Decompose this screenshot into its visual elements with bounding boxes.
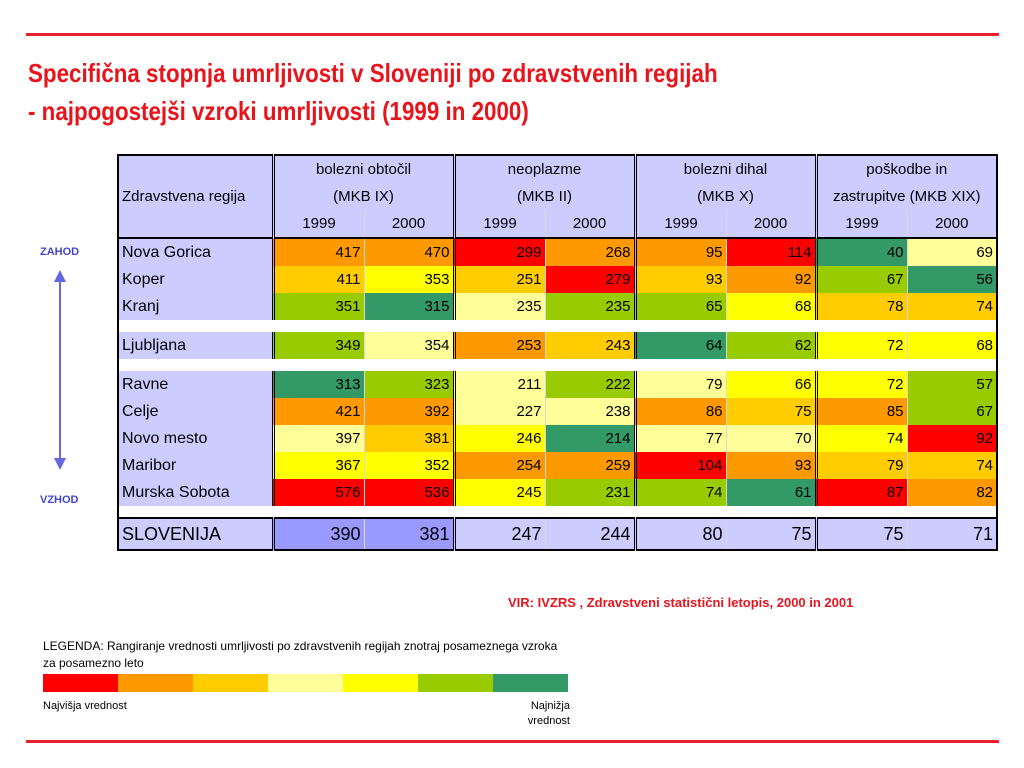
total-region-name: SLOVENIJA	[118, 518, 273, 550]
total-value-cell: 244	[545, 518, 635, 550]
spacer-cell	[545, 359, 635, 371]
group-header-3-line-1: bolezni dihal	[635, 155, 816, 183]
spacer-cell	[907, 359, 997, 371]
value-cell: 79	[635, 371, 726, 398]
value-cell: 87	[816, 479, 907, 506]
year-header-3-2000: 2000	[726, 210, 816, 238]
spacer-cell	[816, 506, 907, 518]
value-cell: 67	[907, 398, 997, 425]
value-cell: 214	[545, 425, 635, 452]
year-header-3-1999: 1999	[635, 210, 726, 238]
value-cell: 93	[635, 266, 726, 293]
year-header-2-2000: 2000	[545, 210, 635, 238]
value-cell: 74	[816, 425, 907, 452]
legend-lowest-label: Najnižja vrednost	[527, 700, 570, 727]
group-header-4-line-2: zastrupitve (MKB XIX)	[816, 183, 997, 210]
spacer-row	[118, 359, 997, 371]
west-east-arrow-icon	[50, 270, 70, 470]
region-name: Ljubljana	[118, 332, 273, 359]
year-header-1-2000: 2000	[364, 210, 454, 238]
table-row	[118, 371, 997, 398]
total-value-cell: 71	[907, 518, 997, 550]
legend-swatch-2	[118, 674, 193, 692]
value-cell: 417	[273, 238, 364, 266]
value-cell: 65	[635, 293, 726, 320]
spacer-cell	[118, 506, 273, 518]
region-header: Zdravstvena regija	[118, 155, 273, 238]
spacer-cell	[726, 359, 816, 371]
region-name: Kranj	[118, 293, 273, 320]
value-cell: 74	[635, 479, 726, 506]
total-value-cell: 381	[364, 518, 454, 550]
value-cell: 92	[726, 266, 816, 293]
value-cell: 227	[454, 398, 545, 425]
spacer-cell	[907, 506, 997, 518]
spacer-cell	[364, 506, 454, 518]
total-value-cell: 390	[273, 518, 364, 550]
region-name: Koper	[118, 266, 273, 293]
table-row	[118, 266, 997, 293]
spacer-cell	[454, 359, 545, 371]
value-cell: 40	[816, 238, 907, 266]
spacer-cell	[273, 320, 364, 332]
value-cell: 93	[726, 452, 816, 479]
value-cell: 235	[454, 293, 545, 320]
value-cell: 231	[545, 479, 635, 506]
group-header-1-line-2: (MKB IX)	[273, 183, 454, 210]
total-value-cell: 75	[726, 518, 816, 550]
table-row	[118, 332, 997, 359]
direction-west-label: ZAHOD	[40, 246, 80, 258]
total-value-cell: 75	[816, 518, 907, 550]
value-cell: 70	[726, 425, 816, 452]
value-cell: 259	[545, 452, 635, 479]
region-name: Murska Sobota	[118, 479, 273, 506]
direction-east-label: VZHOD	[40, 494, 79, 506]
spacer-cell	[635, 359, 726, 371]
title-line-1: Specifična stopnja umrljivosti v Sloveniji po zdravstvenih regijah	[28, 58, 718, 88]
value-cell: 254	[454, 452, 545, 479]
region-name: Maribor	[118, 452, 273, 479]
year-header-1-1999: 1999	[273, 210, 364, 238]
title-line-2: - najpogostejši vzroki umrljivosti (1999 in 2000)	[28, 96, 529, 126]
value-cell: 68	[907, 332, 997, 359]
table-row	[118, 293, 997, 320]
value-cell: 313	[273, 371, 364, 398]
value-cell: 114	[726, 238, 816, 266]
value-cell: 66	[726, 371, 816, 398]
value-cell: 62	[726, 332, 816, 359]
value-cell: 397	[273, 425, 364, 452]
value-cell: 251	[454, 266, 545, 293]
legend-swatch-4	[268, 674, 343, 692]
value-cell: 69	[907, 238, 997, 266]
spacer-cell	[635, 320, 726, 332]
spacer-cell	[364, 320, 454, 332]
value-cell: 243	[545, 332, 635, 359]
group-header-4-line-1: poškodbe in	[816, 155, 997, 183]
spacer-row	[118, 320, 997, 332]
value-cell: 95	[635, 238, 726, 266]
spacer-cell	[454, 506, 545, 518]
legend-swatch-7	[493, 674, 568, 692]
spacer-cell	[273, 506, 364, 518]
value-cell: 351	[273, 293, 364, 320]
source-note: VIR: IVZRS , Zdravstveni statistični letopis, 2000 in 2001	[508, 595, 854, 610]
table-row	[118, 398, 997, 425]
mortality-table	[117, 154, 998, 551]
total-value-cell: 80	[635, 518, 726, 550]
spacer-cell	[273, 359, 364, 371]
value-cell: 104	[635, 452, 726, 479]
year-header-4-1999: 1999	[816, 210, 907, 238]
spacer-cell	[816, 359, 907, 371]
spacer-cell	[118, 359, 273, 371]
value-cell: 352	[364, 452, 454, 479]
spacer-cell	[907, 320, 997, 332]
region-name: Nova Gorica	[118, 238, 273, 266]
spacer-cell	[364, 359, 454, 371]
year-header-2-1999: 1999	[454, 210, 545, 238]
spacer-cell	[816, 320, 907, 332]
value-cell: 315	[364, 293, 454, 320]
spacer-cell	[726, 506, 816, 518]
value-cell: 367	[273, 452, 364, 479]
value-cell: 381	[364, 425, 454, 452]
value-cell: 64	[635, 332, 726, 359]
value-cell: 72	[816, 371, 907, 398]
group-header-2-line-2: (MKB II)	[454, 183, 635, 210]
value-cell: 74	[907, 293, 997, 320]
legend-swatch-6	[418, 674, 493, 692]
legend-color-scale	[43, 674, 568, 692]
value-cell: 222	[545, 371, 635, 398]
value-cell: 75	[726, 398, 816, 425]
value-cell: 67	[816, 266, 907, 293]
value-cell: 61	[726, 479, 816, 506]
value-cell: 411	[273, 266, 364, 293]
value-cell: 85	[816, 398, 907, 425]
value-cell: 421	[273, 398, 364, 425]
table-row	[118, 425, 997, 452]
value-cell: 235	[545, 293, 635, 320]
table-row	[118, 452, 997, 479]
value-cell: 79	[816, 452, 907, 479]
value-cell: 74	[907, 452, 997, 479]
value-cell: 211	[454, 371, 545, 398]
year-header-4-2000: 2000	[907, 210, 997, 238]
spacer-cell	[118, 320, 273, 332]
value-cell: 86	[635, 398, 726, 425]
value-cell: 56	[907, 266, 997, 293]
page-title	[28, 54, 854, 130]
region-name: Ravne	[118, 371, 273, 398]
region-name: Celje	[118, 398, 273, 425]
total-value-cell: 247	[454, 518, 545, 550]
value-cell: 353	[364, 266, 454, 293]
spacer-cell	[635, 506, 726, 518]
value-cell: 536	[364, 479, 454, 506]
value-cell: 68	[726, 293, 816, 320]
legend-swatch-5	[343, 674, 418, 692]
bottom-rule	[26, 740, 999, 743]
value-cell: 253	[454, 332, 545, 359]
total-row	[118, 518, 997, 550]
legend-swatch-3	[193, 674, 268, 692]
value-cell: 77	[635, 425, 726, 452]
table-row	[118, 479, 997, 506]
value-cell: 246	[454, 425, 545, 452]
table-row	[118, 238, 997, 266]
spacer-cell	[545, 506, 635, 518]
spacer-row	[118, 506, 997, 518]
spacer-cell	[726, 320, 816, 332]
value-cell: 299	[454, 238, 545, 266]
value-cell: 349	[273, 332, 364, 359]
value-cell: 268	[545, 238, 635, 266]
spacer-cell	[454, 320, 545, 332]
legend-highest-label: Najvišja vrednost	[43, 700, 127, 712]
group-header-1-line-1: bolezni obtočil	[273, 155, 454, 183]
value-cell: 57	[907, 371, 997, 398]
legend-text: LEGENDA: Rangiranje vrednosti umrljivosti po zdravstvenih regijah znotraj posameznega vzroka za posamezno leto	[43, 639, 558, 670]
value-cell: 354	[364, 332, 454, 359]
value-cell: 392	[364, 398, 454, 425]
value-cell: 72	[816, 332, 907, 359]
value-cell: 238	[545, 398, 635, 425]
value-cell: 92	[907, 425, 997, 452]
value-cell: 470	[364, 238, 454, 266]
value-cell: 279	[545, 266, 635, 293]
value-cell: 323	[364, 371, 454, 398]
value-cell: 78	[816, 293, 907, 320]
legend-swatch-1	[43, 674, 118, 692]
value-cell: 82	[907, 479, 997, 506]
region-name: Novo mesto	[118, 425, 273, 452]
value-cell: 576	[273, 479, 364, 506]
group-header-3-line-2: (MKB X)	[635, 183, 816, 210]
value-cell: 245	[454, 479, 545, 506]
top-rule	[26, 33, 999, 36]
group-header-2-line-1: neoplazme	[454, 155, 635, 183]
spacer-cell	[545, 320, 635, 332]
